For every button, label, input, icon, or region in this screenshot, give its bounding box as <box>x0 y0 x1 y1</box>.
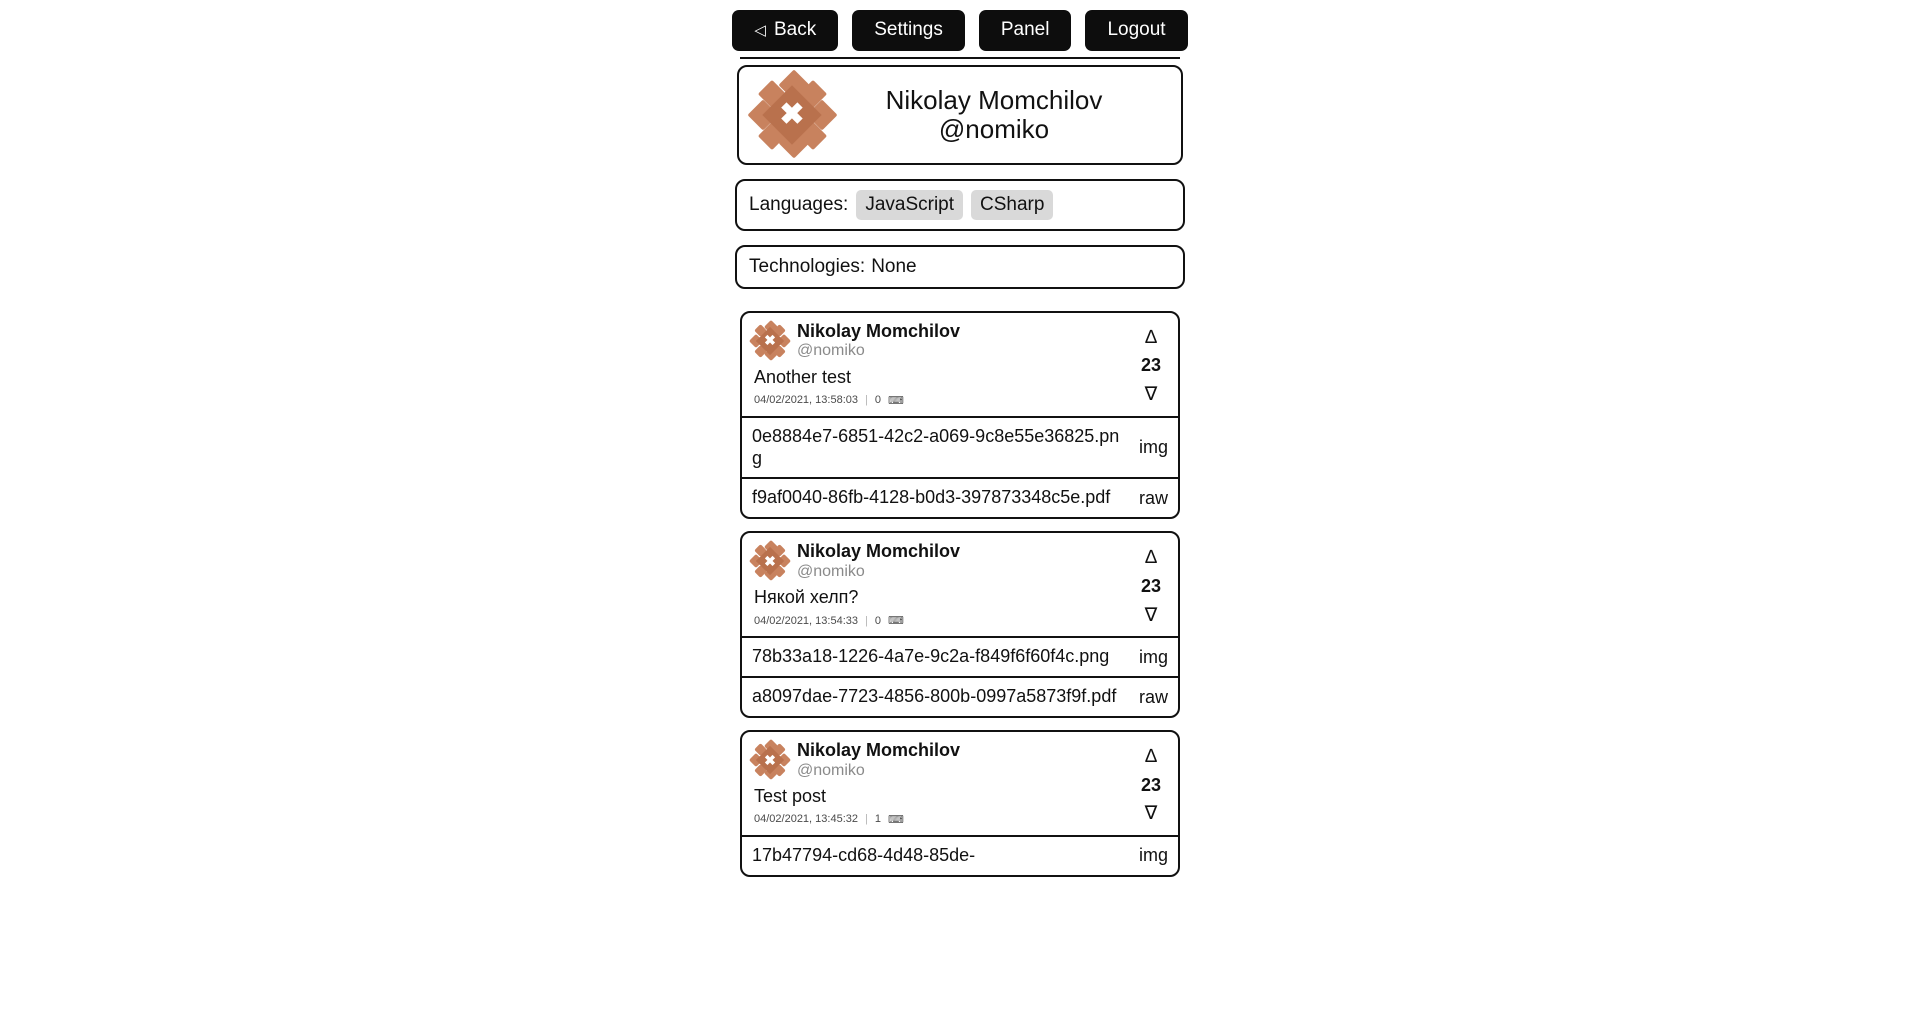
post-comment-count: 0 <box>874 614 881 627</box>
avatar: ✖ <box>752 543 788 579</box>
post-footer <box>754 813 1134 826</box>
vote-count: 23 <box>1140 575 1162 596</box>
vote-control <box>1134 740 1168 829</box>
post-timestamp: 04/02/2021, 13:58:03 <box>754 394 858 407</box>
attachment-name: a8097dae-7723-4856-800b-0997a5873f9f.pdf <box>752 686 1117 707</box>
languages-row <box>735 179 1185 231</box>
downvote-triangle-icon[interactable]: ∇ <box>1144 604 1158 626</box>
footer-divider: | <box>864 394 868 407</box>
avatar: ✖ <box>752 742 788 778</box>
post-body <box>752 541 1134 630</box>
attachment-row[interactable] <box>742 416 1178 478</box>
post-footer <box>754 394 1134 407</box>
post-main <box>742 533 1178 636</box>
profile-name: Nikolay Momchilov <box>885 84 1103 115</box>
post-card[interactable] <box>740 531 1180 718</box>
triangle-left-icon: ◁ <box>754 21 766 39</box>
post-text: Някой хелп? <box>754 587 859 608</box>
technologies-label: Technologies: <box>749 255 866 277</box>
language-chip-javascript[interactable]: JavaScript <box>856 190 963 220</box>
comment-icon[interactable]: ⌨ <box>887 615 904 628</box>
back-button-label: Back <box>773 19 817 40</box>
post-card[interactable] <box>740 311 1180 520</box>
comment-icon[interactable]: ⌨ <box>887 394 904 407</box>
profile-card <box>737 65 1183 165</box>
attachment-kind[interactable]: raw <box>1138 487 1168 508</box>
post-header <box>752 740 1134 780</box>
avatar: ✖ <box>753 76 831 154</box>
settings-button[interactable] <box>852 10 965 51</box>
post-card[interactable] <box>740 730 1180 877</box>
footer-divider: | <box>864 813 868 826</box>
post-header <box>752 541 1134 581</box>
language-chip-csharp[interactable]: CSharp <box>971 190 1053 220</box>
post-list <box>740 311 1180 877</box>
attachment-kind[interactable]: img <box>1138 437 1168 458</box>
attachment-row[interactable] <box>742 676 1178 716</box>
post-handle: @nomiko <box>797 761 865 779</box>
attachment-row[interactable] <box>742 477 1178 517</box>
logout-button-label: Logout <box>1107 19 1166 40</box>
attachment-name: 78b33a18-1226-4a7e-9c2a-f849f6f60f4c.png <box>752 646 1110 667</box>
post-comment-count: 1 <box>874 813 881 826</box>
post-body <box>752 740 1134 829</box>
top-navbar <box>0 0 1920 51</box>
post-timestamp: 04/02/2021, 13:45:32 <box>754 813 858 826</box>
post-header <box>752 321 1134 361</box>
profile-handle: @nomiko <box>938 113 1050 144</box>
post-comment-count: 0 <box>874 394 881 407</box>
post-handle: @nomiko <box>797 342 865 360</box>
attachment-name: 0e8884e7-6851-42c2-a069-9c8e55e36825.png <box>752 425 1120 468</box>
post-footer <box>754 614 1134 627</box>
languages-label: Languages: <box>749 193 849 215</box>
profile-identity <box>831 86 1167 144</box>
attachment-kind[interactable]: img <box>1138 646 1168 667</box>
attachment-row[interactable] <box>742 636 1178 676</box>
post-author: Nikolay Momchilov <box>797 541 961 562</box>
footer-divider: | <box>864 614 868 627</box>
post-handle: @nomiko <box>797 563 865 581</box>
post-main <box>742 732 1178 835</box>
upvote-triangle-icon[interactable]: ∆ <box>1145 547 1157 569</box>
upvote-triangle-icon[interactable]: ∆ <box>1145 746 1157 768</box>
avatar: ✖ <box>752 323 788 359</box>
post-timestamp: 04/02/2021, 13:54:33 <box>754 614 858 627</box>
post-main <box>742 313 1178 416</box>
nav-divider <box>740 57 1180 59</box>
logout-button[interactable] <box>1085 10 1187 51</box>
comment-icon[interactable]: ⌨ <box>887 813 904 826</box>
vote-control <box>1134 321 1168 410</box>
post-text: Another test <box>754 366 852 387</box>
vote-control <box>1134 541 1168 630</box>
attachment-kind[interactable]: raw <box>1138 686 1168 707</box>
technologies-value: None <box>871 255 917 277</box>
panel-button-label: Panel <box>1000 19 1050 40</box>
vote-count: 23 <box>1140 355 1162 376</box>
downvote-triangle-icon[interactable]: ∇ <box>1144 384 1158 406</box>
post-text: Test post <box>754 785 827 806</box>
post-body <box>752 321 1134 410</box>
back-button[interactable] <box>732 10 838 51</box>
attachment-kind[interactable]: img <box>1138 845 1168 866</box>
post-author: Nikolay Momchilov <box>797 740 961 761</box>
attachment-name: f9af0040-86fb-4128-b0d3-397873348c5e.pdf <box>752 487 1111 508</box>
technologies-row <box>735 245 1185 289</box>
attachment-name: 17b47794-cd68-4d48-85de- <box>752 844 976 865</box>
vote-count: 23 <box>1140 774 1162 795</box>
panel-button[interactable] <box>979 10 1072 51</box>
attachment-row[interactable] <box>742 835 1178 875</box>
downvote-triangle-icon[interactable]: ∇ <box>1144 803 1158 825</box>
upvote-triangle-icon[interactable]: ∆ <box>1145 326 1157 348</box>
settings-button-label: Settings <box>874 19 943 40</box>
post-author: Nikolay Momchilov <box>797 320 961 341</box>
